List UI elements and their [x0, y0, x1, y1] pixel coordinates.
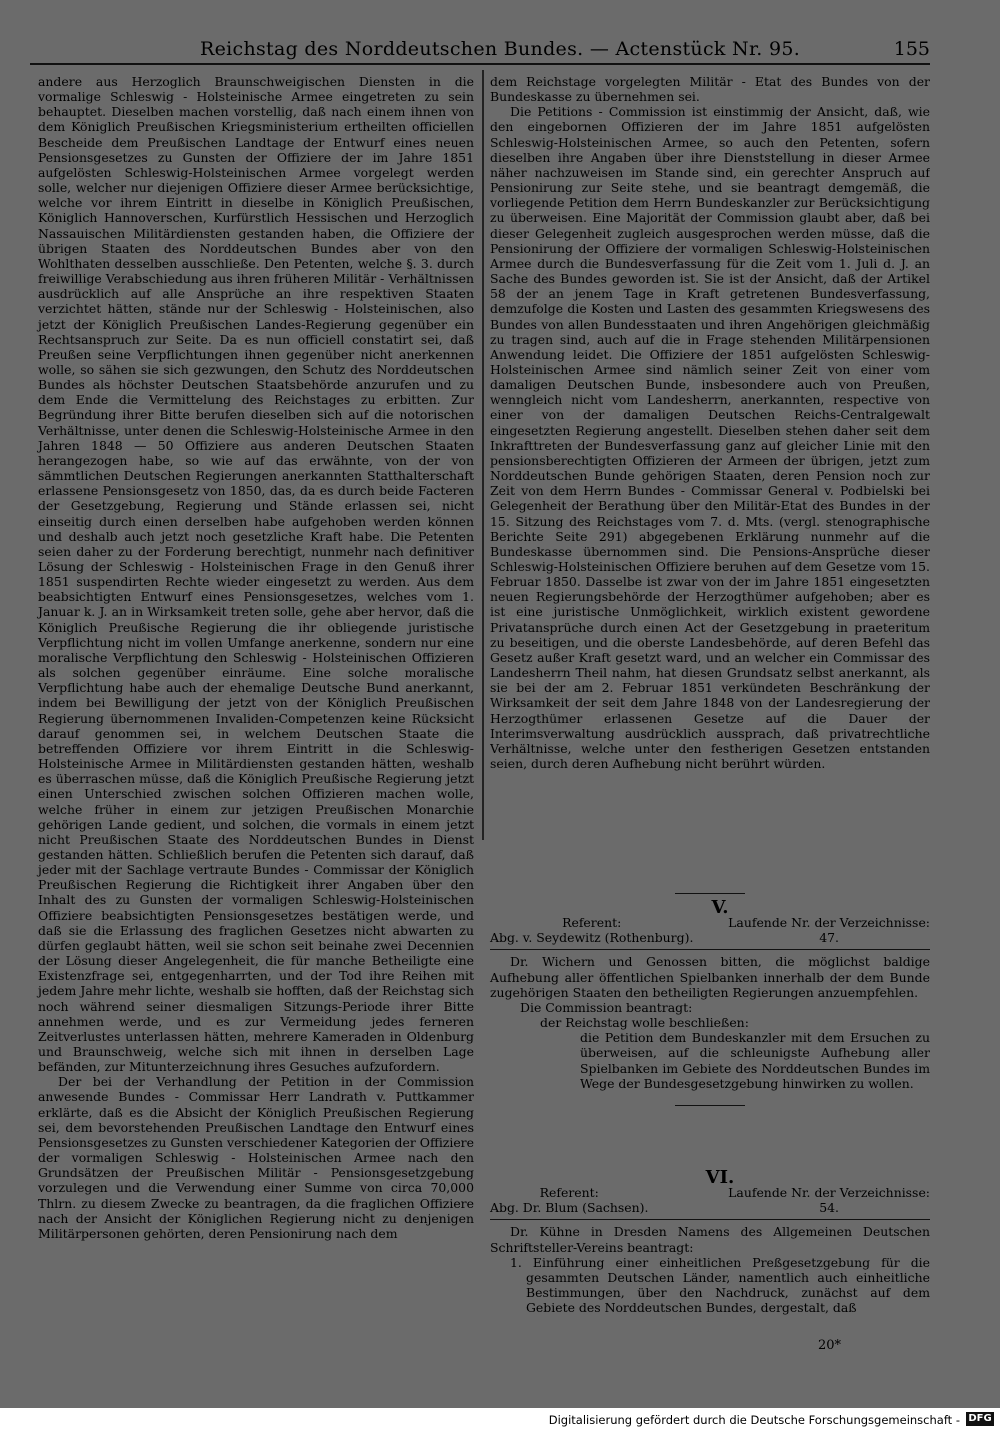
- referent-table: [490, 1185, 930, 1215]
- section-divider-end: [675, 1105, 745, 1106]
- section-vi: [490, 1167, 930, 1316]
- referent-cell: [490, 915, 693, 945]
- section-rule: [490, 1219, 930, 1220]
- referent-name: Abg. Dr. Blum (Sachsen).: [490, 1200, 649, 1216]
- referent-label: Referent:: [562, 915, 622, 931]
- column-divider: [482, 70, 484, 840]
- right-paragraph-1: dem Reichstage vorgelegten Militär - Etat des Bundes von der Bundeskasse zu übernehmen sei.: [490, 74, 930, 105]
- right-paragraph-2: Die Petitions - Commission ist einstimmig der Ansicht, daß, wie den eingebornen Offizieren der im Jahre 1851 aufgelösten Schleswig-Holsteinischen Armee, so auch den Petenten, sofern dieselben ihre Angaben über ihre Dienststellung in dieser Armee näher nachzuweisen im Stande sind, ein gerechter Anspruch auf Pensionirung zur Seite stehe, und sie beantragt demgemäß, die vorliegende Petition dem Herrn Bundeskanzler zur Berücksichtigung zu überweisen. Eine Majorität der Commission glaubt aber, daß bei dieser Gelegenheit zugleich ausgesprochen werden müsse, daß die Pensionirung der Offiziere der vormaligen Schleswig-Holsteinischen Armee durch die Bundesverfassung für die Zeit vom 1. Juli d. J. an Sache des Bundes geworden ist. Sie ist der Ansicht, daß der Artikel 58 der an jenem Tage in Kraft getretenen Bundesverfassung, demzufolge die Kosten und Lasten des gesammten Kriegswesens des Bundes von allen Bundesstaaten und ihren Angehörigen gleichmäßig zu tragen sind, auch auf die in Frage stehenden Militärpensionen Anwendung leidet. Die Offiziere der 1851 aufgelösten Schleswig-Holsteinischen Armee sind nämlich seiner Zeit von einer vom damaligen Deutschen Bunde, insbesondere auch von Preußen, wenngleich nicht vom Landesherrn, anerkannten, respective von einer von der damaligen Deutschen Reichs-Centralgewalt eingesetzten Regierung angestellt. Dieselben stehen daher seit dem Inkrafttreten der Bundesverfassung ganz auf gleicher Linie mit den pensionsberechtigten Offizieren der Armeen der übrigen, jetzt zum Norddeutschen Bunde gehörigen Staaten, deren Pension noch zur Zeit von dem Herrn Bundes - Commissar General v. Podbielski bei Gelegenheit der Berathung über den Militär-Etat des Bundes in der 15. Sitzung des Reichstages vom 7. d. Mts. (vergl. stenographische Berichte Seite 291) abgegebenen Erklärung nunmehr auf die Bundeskasse übernommen sind. Die Pensions-Ansprüche dieser Schleswig-Holsteinischen Offiziere beruhen auf dem Gesetze vom 15. Februar 1850. Dasselbe ist zwar von der im Jahre 1851 eingesetzten neuen Regierungsbehörde der Herzogthümer aufgehoben; aber es ist eine juristische Unmöglichkeit, wirklich existent gewordene Privatansprüche durch einen Act der Gesetzgebung in praeteritum zu beseitigen, und die oberste Landesbehörde, auf deren Befehl das Gesetz außer Kraft gesetzt ward, und an welcher ein Commissar des Landesherrn Theil nahm, hat diesen Grundsatz selbst anerkannt, als sie bei der am 2. Februar 1851 verkündeten Beschränkung der Wirksamkeit der seit dem Jahre 1848 von der Landesregierung der Herzogthümer erlassenen Gesetze auf die Dauer der Interimsverwaltung ausdrücklich aussprach, daß privatrechtliche Verhältnisse, welche unter den festherigen Gesetzen entstanden seien, durch deren Aufhebung nicht berührt würden.: [490, 104, 930, 772]
- left-column: [38, 74, 474, 1358]
- section-divider: [675, 893, 745, 894]
- list-label: Laufende Nr. der Verzeichnisse:: [728, 915, 930, 931]
- section-rule: [490, 949, 930, 950]
- section-numeral: V.: [711, 897, 729, 918]
- referent-table: [490, 915, 930, 945]
- referent-name: Abg. v. Seydewitz (Rothenburg).: [490, 930, 694, 946]
- section-v: [490, 893, 930, 1106]
- petition-item-1: 1. Einführung einer einheitlichen Preßgesetzgebung für die gesammten Deutschen Länder, namentlich auch einheitliche Bestimmungen, über den Nachdruck, zunächst auf dem Gebiete des Norddeutschen Bundes, dergestalt, daß: [510, 1254, 930, 1316]
- dfg-logo[interactable]: DFG: [966, 1412, 994, 1426]
- list-number-cell: [728, 1185, 930, 1215]
- petition-text: Dr. Wichern und Genossen bitten, die möglichst baldige Aufhebung aller öffentlichen Spielbanken innerhalb der dem Bunde zugehörigen Staaten den betheiligten Regierungen anzuempfehlen.: [490, 954, 930, 1000]
- list-label: Laufende Nr. der Verzeichnisse:: [728, 1185, 930, 1201]
- footer-bar: [0, 1408, 1000, 1432]
- referent-cell: [490, 1185, 648, 1215]
- left-paragraph-2: Der bei der Verhandlung der Petition in der Commission anwesende Bundes - Commissar Herr Landrath v. Puttkammer erklärte, daß es die Absicht der Königlich Preußischen Regierung sei, dem bevorstehenden Preußischen Landtage den Entwurf eines Pensionsgesetzes zu Gunsten verschiedener Kategorien der Offiziere der vormaligen Schleswig - Holsteinischen Armee nach den Grundsätzen der Preußischen Militär - Pensionsgesetzgebung vorzulegen und die Verwendung einer Summe von circa 70,000 Thlrn. zu diesem Zwecke zu beantragen, da die fraglichen Offiziere nach der Ansicht der Königlichen Regierung nicht zu denjenigen Militärpersonen gehörten, deren Pensionirung nach dem: [38, 1074, 474, 1241]
- right-column-text: [490, 74, 930, 854]
- motion-line: der Reichstag wolle beschließen:: [540, 1015, 749, 1031]
- motion-intro: Die Commission beantragt:: [520, 999, 693, 1015]
- page-number: 155: [893, 38, 930, 60]
- petition-intro: Dr. Kühne in Dresden Namens des Allgemeinen Deutschen Schriftsteller-Vereins beantragt:: [490, 1224, 930, 1255]
- page-header: [30, 34, 930, 64]
- running-title: Reichstag des Norddeutschen Bundes. — Actenstück Nr. 95.: [200, 38, 801, 60]
- left-paragraph-1: andere aus Herzoglich Braunschweigischen Diensten in die vormalige Schleswig - Holsteinische Armee eingetreten zu sein behauptet. Dieselben machen vorstellig, daß nach einem ihnen von dem Königlich Preußischen Kriegsministerium ertheilten officiellen Bescheide dem Preußischen Landtage der Entwurf eines neuen Pensionsgesetzes zu Gunsten der Offiziere der im Jahre 1851 aufgelösten Schleswig-Holsteinischen Armee vorgelegt werden solle, welcher nur diejenigen Offiziere dieser Armee berücksichtige, welche vor ihrem Eintritt in dieselbe in Königlich Preußischen, Königlich Hannoverschen, Kurfürstlich Hessischen und Herzoglich Nassauischen Militärdiensten gestanden haben, die Offiziere der übrigen Staaten des Norddeutschen Bundes aber von den Wohlthaten desselben ausschließe. Den Petenten, welche §. 3. durch freiwillige Verabschiedung aus ihren früheren Militär - Verhältnissen ausdrücklich auf alle Ansprüche an ihre respektiven Staaten verzichtet hätten, stände nur der Schleswig - Holsteinischen, also jetzt der Königlich Preußischen Landes-Regierung gegenüber ein Rechtsanspruch zur Seite. Da es nun officiell constatirt sei, daß Preußen seine Verpflichtungen ihnen gegenüber nicht anerkennen wolle, so sähen sie sich gezwungen, den Schutz des Norddeutschen Bundes als höchster Deutschen Staatsbehörde anzurufen und zu dem Ende die Vermittelung des Reichstages zu erbitten. Zur Begründung ihrer Bitte berufen dieselben sich auf die notorischen Verhältnisse, unter denen die Schleswig-Holsteinische Armee in den Jahren 1848 — 50 Offiziere aus anderen Deutschen Staaten herangezogen habe, so wie auf das erwähnte, von der von sämmtlichen Deutschen Regierungen anerkannten Statthalterschaft erlassene Pensionsgesetz von 1850, das, da es durch beide Facteren der Gesetzgebung, Regierung und Stände erlassen sei, nicht einseitig durch einen derselben habe aufgehoben werden können und deshalb auch jetzt noch gesetzliche Kraft habe. Die Petenten seien daher zu der Forderung berechtigt, nunmehr nach definitiver Lösung der Schleswig - Holsteinischen Frage in den Genuß ihrer 1851 suspendirten Rechte wieder eingesetzt zu werden. Aus dem beabsichtigten Entwurf eines Pensionsgesetzes, welches vom 1. Januar k. J. an in Wirksamkeit treten solle, gehe aber hervor, daß die Königlich Preußische Regierung die ihr obliegende juristische Verpflichtung nicht im vollen Umfange anerkenne, sondern nur eine moralische Verpflichtung den Schleswig - Holsteinischen Offizieren als solchen gegenüber einräume. Eine solche moralische Verpflichtung habe auch der ehemalige Deutsche Bund anerkannt, indem bei Bewilligung der jetzt von der Königlich Preußischen Regierung übernommenen Invaliden-Competenzen keine Rücksicht darauf genommen sei, in welchem Deutschen Staate die betreffenden Offiziere vor ihrem Eintritt in die Schleswig-Holsteinische Armee in Militärdiensten gestanden hätten, weshalb es überraschen müsse, daß die Königlich Preußische Regierung jetzt einen Unterschied zwischen solchen Offizieren machen wolle, welche früher in einem zur jetzigen Preußischen Monarchie gehörigen Lande gedient, und solchen, die vormals in einem jetzt nicht Preußischen Staate des Norddeutschen Bundes in Dienst gestanden hätten. Schließlich berufen die Petenten sich darauf, daß jeder mit der Sachlage vertraute Bundes - Commissar der Königlich Preußischen Regierung die Richtigkeit ihrer Angaben über den Inhalt des zu Gunsten der vormaligen Schleswig-Holsteinischen Offiziere beabsichtigten Pensionsgesetzes bestätigen werde, und daß sie die Erlassung des fraglichen Gesetzes nicht abwarten zu dürfen geglaubt hätten, weil sie schon seit beinahe zwei Decennien der Lösung dieser Angelegenheit, die für manche Betheiligte eine Existenzfrage sei, entgegenharrten, und der Tod ihre Reihen mit jedem Jahre mehr lichte, weshalb sie hofften, daß der Reichstag sich noch während seiner diesmaligen Sitzungs-Periode ihrer Bitte annehmen werde, und es zur Vermeidung jedes ferneren Zeitverlustes unterlassen hätten, mehrere Kameraden in Oldenburg und Braunschweig, welche sich mit ihnen in derselben Lage befänden, zur Mitunterzeichnung ihres Gesuches aufzufordern.: [38, 74, 474, 1075]
- referent-label: Referent:: [539, 1185, 599, 1201]
- header-rule: [30, 63, 930, 65]
- list-number: 54.: [819, 1200, 839, 1216]
- section-numeral: VI.: [705, 1167, 735, 1188]
- right-column: [490, 74, 930, 854]
- signature-mark: 20*: [818, 1338, 842, 1353]
- motion-body: die Petition dem Bundeskanzler mit dem Ersuchen zu überweisen, auf die schleunigste Aufhebung aller Spielbanken im Gebiete des Norddeutschen Bundes im Wege der Bundesgesetzgebung hinwirken zu wollen.: [580, 1030, 930, 1091]
- list-number: 47.: [819, 930, 839, 946]
- list-number-cell: [728, 915, 930, 945]
- footer-credit[interactable]: Digitalisierung gefördert durch die Deutsche Forschungsgemeinschaft -: [548, 1413, 960, 1427]
